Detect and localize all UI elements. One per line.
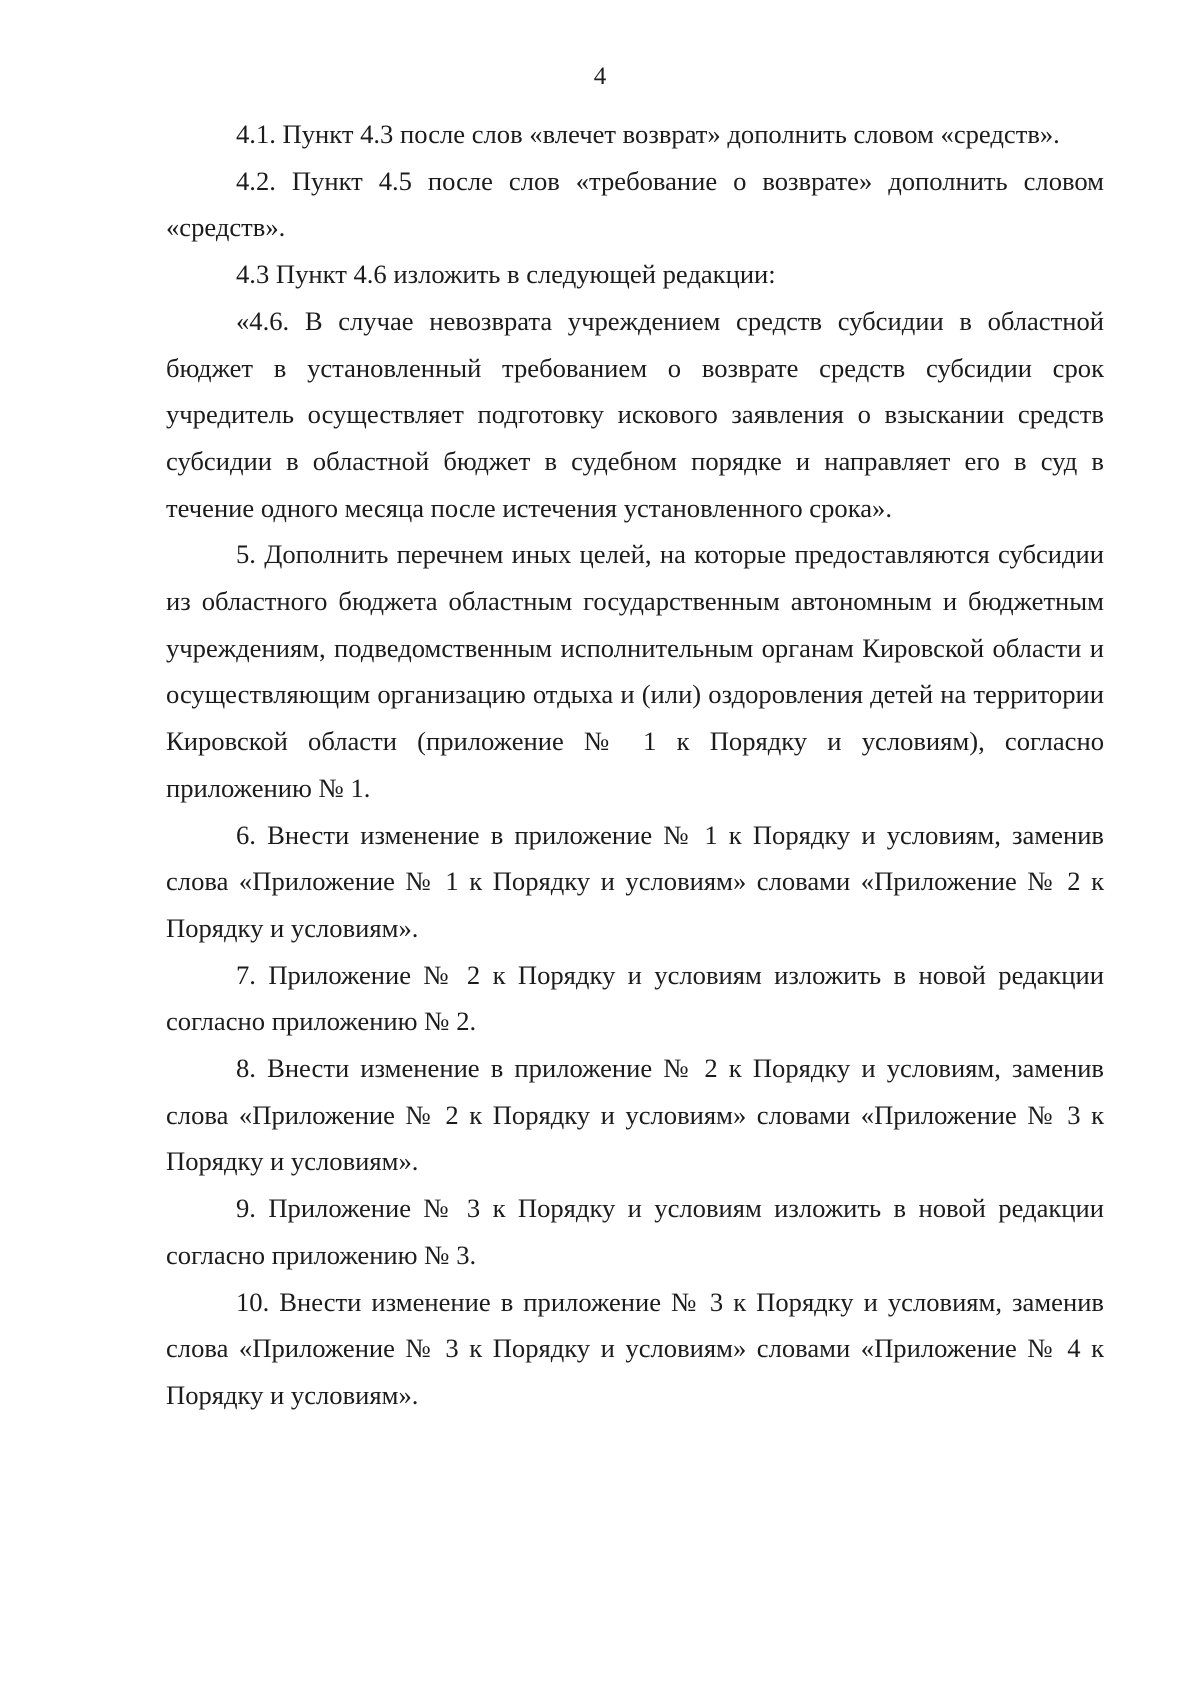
paragraph-4-6-quote: «4.6. В случае невозврата учреждением средств субсидии в областной бюджет в установленный требованием о возврате средств субсидии срок учредитель осуществляет подготовку искового заявления о взыскании средств субсидии в областной бюджет в судебном порядке и направляет его в суд в течение одного месяца после истечения установленного срока». [166, 305, 1104, 523]
paragraph-9: 9. Приложение № 3 к Порядку и условиям изложить в новой редакции согласно приложению № 3. [166, 1193, 1104, 1270]
document-body [166, 111, 1104, 1419]
paragraph-10: 10. Внести изменение в приложение № 3 к Порядку и условиям, заменив слова «Приложение № 3 к Порядку и условиям» словами «Приложение № 4 к Порядку и условиям». [166, 1286, 1104, 1410]
paragraph-8: 8. Внести изменение в приложение № 2 к Порядку и условиям, заменив слова «Приложение № 2 к Порядку и условиям» словами «Приложение № 3 к Порядку и условиям». [166, 1053, 1104, 1177]
page-number: 4 [593, 63, 607, 90]
paragraph-4-1: 4.1. Пункт 4.3 после слов «влечет возврат» дополнить словом «средств». [236, 119, 1060, 149]
paragraph-6: 6. Внести изменение в приложение № 1 к Порядку и условиям, заменив слова «Приложение № 1 к Порядку и условиям» словами «Приложение № 2 к Порядку и условиям». [166, 819, 1104, 943]
paragraph-5: 5. Дополнить перечнем иных целей, на которые предоставляются субсидии из областного бюджета областным государственным автономным и бюджетным учреждениям, подведомственным исполнительным органам Кировской области и осуществляющим организацию отдыха и (или) оздоровления детей на территории Кировской области (приложение № 1 к Порядку и условиям), согласно приложению № 1. [166, 539, 1104, 803]
paragraph-4-2: 4.2. Пункт 4.5 после слов «требование о возврате» дополнить словом «средств». [166, 165, 1104, 243]
paragraph-4-3: 4.3 Пункт 4.6 изложить в следующей редакции: [236, 259, 776, 290]
paragraph-7: 7. Приложение № 2 к Порядку и условиям изложить в новой редакции согласно приложению № 2. [166, 959, 1104, 1037]
